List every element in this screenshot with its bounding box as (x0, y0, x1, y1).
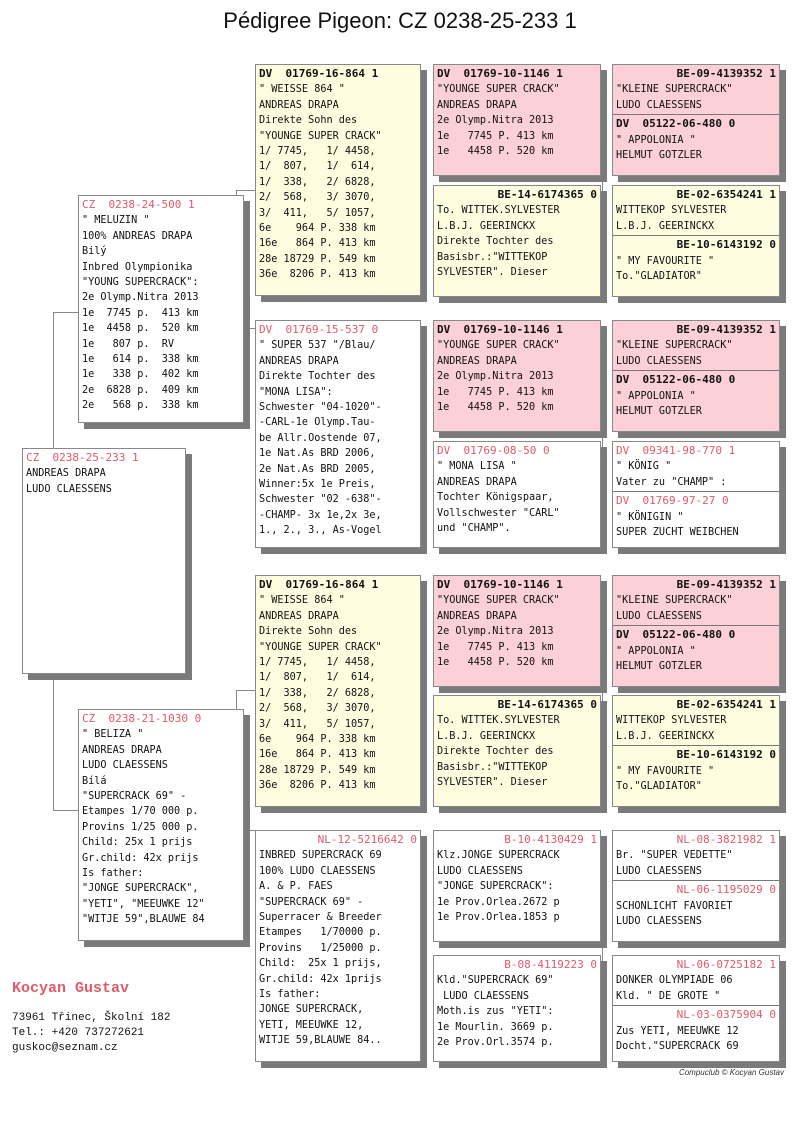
card-line: 16e 864 P. 413 km (259, 238, 376, 250)
card-line: " MELUZIN " (82, 215, 150, 227)
card-line: "SUPERCRACK 69" - (259, 896, 364, 908)
card-line: 6e 964 P. 338 km (259, 734, 376, 746)
card-line: 1e 807 p. RV (82, 338, 175, 350)
card-line: 3/ 411, 5/ 1057, (259, 718, 376, 730)
card-line: 2e Prov.Orl.3574 p. (437, 1037, 554, 1049)
ancestor-card-g4-g (612, 830, 780, 942)
ancestor-card-g4-f (612, 695, 780, 807)
dam-sire-card (255, 575, 421, 807)
card-line: " WEISSE 864 " (259, 595, 345, 607)
ring-number: DV 01769-16-864 1 (259, 578, 379, 591)
card-line: und "CHAMP". (437, 523, 511, 535)
card-line: 1/ 7745, 1/ 4458, (259, 146, 376, 158)
ancestor-card-g4-d (612, 441, 780, 548)
card-line: Is father: (82, 868, 144, 880)
ancestor-card-g3-3 (433, 320, 601, 432)
card-line: "WITJE 59",BLAUWE 84 (82, 914, 205, 926)
card-line: Bílá (82, 775, 107, 787)
card-line: 1/ 807, 1/ 614, (259, 161, 376, 173)
card-line: 28e 18729 P. 549 km (259, 764, 376, 776)
card-line: 1e 7745 P. 413 km (437, 130, 554, 142)
card-line: -CARL-1e Olymp.Tau- (259, 417, 376, 429)
card-line: WITJE 59,BLAUWE 84.. (259, 1035, 382, 1047)
card-line: "KLEINE SUPERCRACK" (616, 340, 733, 352)
card-line: " SUPER 537 "/Blau/ (259, 340, 376, 352)
ring-number: CZ 0238-21-1030 0 (82, 712, 202, 725)
ring-number: BE-14-6174365 0 (497, 698, 597, 711)
card-line: Basisbr.:"WITTEKOP (437, 761, 548, 773)
card-line: HELMUT GOTZLER (616, 150, 702, 162)
card-line: 6e 964 P. 338 km (259, 223, 376, 235)
card-line: 1e 4458 P. 520 km (437, 146, 554, 158)
card-line: 2e 568 p. 338 km (82, 400, 199, 412)
ring-number: DV 01769-10-1146 1 (437, 67, 563, 80)
page-title: Pédigree Pigeon: CZ 0238-25-233 1 (223, 8, 577, 33)
card-line: ANDREAS DRAPA (437, 355, 517, 367)
card-line: Is father: (259, 989, 321, 1001)
card-line: Provins 1/25 000 p. (82, 821, 199, 833)
card-line: Child: 25x 1 prijs, (259, 958, 382, 970)
card-line: 2/ 568, 3/ 3070, (259, 703, 376, 715)
ring-number: BE-09-4139352 1 (676, 323, 776, 336)
ring-number: DV 09341-98-770 1 (616, 444, 736, 457)
ring-number: CZ 0238-24-500 1 (82, 198, 195, 211)
ring-number: B-08-4119223 0 (504, 958, 597, 971)
card-line: LUDO CLAESSENS (616, 865, 702, 877)
connector-line (236, 190, 256, 191)
card-line: Direkte Tochter des (437, 746, 554, 758)
card-line: ANDREAS DRAPA (26, 468, 106, 480)
owner-email[interactable]: guskoc@seznam.cz (12, 1042, 118, 1054)
card-line: LUDO CLAESSENS (616, 355, 702, 367)
card-line: "YOUNG SUPERCRACK": (82, 277, 199, 289)
card-line: 1e Nat.As BRD 2006, (259, 448, 376, 460)
owner-phone: Tel.: +420 737272621 (12, 1027, 145, 1039)
ring-number: BE-09-4139352 1 (676, 67, 776, 80)
card-line: Superracer & Breeder (259, 912, 382, 924)
ancestor-card-g3-2 (433, 185, 601, 297)
dam-card (78, 709, 244, 941)
connector-line (53, 312, 79, 313)
card-line: 2/ 568, 3/ 3070, (259, 192, 376, 204)
sire-dam-card (255, 320, 421, 548)
card-line: Docht."SUPERCRACK 69 (616, 1041, 739, 1053)
card-line: A. & P. FAES (259, 881, 333, 893)
card-line: 1e 614 p. 338 km (82, 354, 199, 366)
card-line: To."GLADIATOR" (616, 271, 702, 283)
ring-number: NL-12-5216642 0 (317, 833, 417, 846)
card-line: Inbred Olympionika (82, 261, 193, 273)
connector-line (602, 120, 603, 200)
ring-number: BE-02-6354241 1 (676, 188, 776, 201)
card-line: 1., 2., 3., As-Vogel (259, 525, 382, 537)
card-line: Kld."SUPERCRACK 69" (437, 975, 554, 987)
ring-number: BE-02-6354241 1 (676, 698, 776, 711)
card-line: Schwester "02 -638"- (259, 494, 382, 506)
connector-line (602, 235, 603, 275)
card-line: "YOUNGE SUPER CRACK" (259, 641, 382, 653)
ring-number: DV 05122-06-480 0 (616, 628, 736, 642)
card-line: "JONGE SUPERCRACK", (82, 883, 199, 895)
ring-number: DV 01769-15-537 0 (259, 323, 379, 336)
card-line: " KÖNIGIN " (616, 511, 684, 523)
connector-line (236, 690, 256, 691)
subject-card (22, 448, 186, 674)
dam-dam-card (255, 830, 421, 1062)
card-line: 16e 864 P. 413 km (259, 749, 376, 761)
card-line: ANDREAS DRAPA (437, 610, 517, 622)
card-line: 36e 8206 P. 413 km (259, 780, 376, 792)
card-line: 1e 7745 P. 413 km (437, 386, 554, 398)
ring-number: NL-03-0375904 0 (676, 1008, 776, 1022)
ring-number: DV 01769-08-50 0 (437, 444, 550, 457)
card-line: 36e 8206 P. 413 km (259, 269, 376, 281)
card-line: 2e Olymp.Nitra 2013 (82, 292, 199, 304)
connector-line (602, 880, 603, 970)
ancestor-card-g4-a (612, 64, 780, 176)
card-line: 100% LUDO CLAESSENS (259, 865, 376, 877)
card-line: 2e Nat.As BRD 2005, (259, 463, 376, 475)
card-line: Bilý (82, 246, 107, 258)
ring-number: NL-06-0725182 1 (676, 958, 776, 971)
ring-number: NL-06-1195029 0 (676, 883, 776, 897)
card-line: ANDREAS DRAPA (259, 355, 339, 367)
card-line: To. WITTEK.SYLVESTER (437, 205, 560, 217)
card-line: " WEISSE 864 " (259, 84, 345, 96)
ancestor-card-g4-h (612, 955, 780, 1062)
card-line: Etampes 1/70 000 p. (82, 806, 199, 818)
card-line: 1e 338 p. 402 km (82, 369, 199, 381)
card-line: Basisbr.:"WITTEKOP (437, 251, 548, 263)
ring-number: DV 05122-06-480 0 (616, 373, 736, 387)
card-line: 1e Prov.Orlea.2672 p (437, 896, 560, 908)
card-line: be Allr.Oostende 07, (259, 432, 382, 444)
card-line: ANDREAS DRAPA (259, 99, 339, 111)
sire-card (78, 195, 244, 423)
card-line: WITTEKOP SYLVESTER (616, 205, 727, 217)
card-line: "KLEINE SUPERCRACK" (616, 595, 733, 607)
card-line: ANDREAS DRAPA (259, 610, 339, 622)
card-line: Gr.child: 42x 1prijs (259, 973, 382, 985)
card-line: "YETI", "MEEUWKE 12" (82, 898, 205, 910)
card-line: YETI, MEEUWKE 12, (259, 1019, 364, 1031)
card-line: 1e 4458 P. 520 km (437, 402, 554, 414)
sire-sire-card (255, 64, 421, 296)
card-line: Moth.is zus "YETI": (437, 1006, 554, 1018)
card-line: 1/ 7745, 1/ 4458, (259, 657, 376, 669)
card-line: LUDO CLAESSENS (616, 610, 702, 622)
card-line: Direkte Sohn des (259, 115, 358, 127)
card-line: Tochter Königspaar, (437, 492, 554, 504)
card-line: Zus YETI, MEEUWKE 12 (616, 1025, 739, 1037)
card-line: "YOUNGE SUPER CRACK" (259, 130, 382, 142)
ancestor-card-g3-4 (433, 441, 601, 548)
card-line: Direkte Sohn des (259, 626, 358, 638)
ancestor-card-g3-1 (433, 64, 601, 176)
card-line: " MY FAVOURITE " (616, 765, 715, 777)
card-line: Br. "SUPER VEDETTE" (616, 850, 733, 862)
card-line: Vollschwester "CARL" (437, 507, 560, 519)
card-line: L.B.J. GEERINCKX (616, 730, 715, 742)
connector-line (602, 630, 603, 720)
card-line: Klz.JONGE SUPERCRACK (437, 850, 560, 862)
ring-number: DV 05122-06-480 0 (616, 117, 736, 131)
card-line: LUDO CLAESSENS (616, 99, 702, 111)
card-line: SYLVESTER". Dieser (437, 267, 548, 279)
card-line: SCHONLICHT FAVORIET (616, 900, 733, 912)
card-line: " KÖNIG " (616, 461, 672, 473)
card-line: SUPER ZUCHT WEIBCHEN (616, 527, 739, 539)
card-line: LUDO CLAESSENS (437, 865, 523, 877)
card-line: 2e Olymp.Nitra 2013 (437, 626, 554, 638)
card-line: Winner:5x 1e Preis, (259, 479, 376, 491)
ring-number: B-10-4130429 1 (504, 833, 597, 846)
card-line: 1e Mourlin. 3669 p. (437, 1021, 554, 1033)
card-line: 1e 7745 P. 413 km (437, 641, 554, 653)
card-line: HELMUT GOTZLER (616, 406, 702, 418)
card-line: " MY FAVOURITE " (616, 255, 715, 267)
card-line: 2e Olymp.Nitra 2013 (437, 371, 554, 383)
ring-number: BE-10-6143192 0 (676, 238, 776, 252)
ancestor-card-g4-c (612, 320, 780, 432)
connector-line (602, 378, 603, 468)
owner-name: Kocyan Gustav (12, 980, 130, 997)
ring-number: DV 01769-97-27 0 (616, 494, 729, 508)
card-line: HELMUT GOTZLER (616, 661, 702, 673)
card-line: " APPOLONIA " (616, 645, 696, 657)
card-line: 3/ 411, 5/ 1057, (259, 207, 376, 219)
card-line: " MONA LISA " (437, 461, 517, 473)
card-line: Kld. " DE GROTE " (616, 990, 721, 1002)
card-line: To. WITTEK.SYLVESTER (437, 715, 560, 727)
ring-number: NL-08-3821982 1 (676, 833, 776, 846)
card-line: INBRED SUPERCRACK 69 (259, 850, 382, 862)
card-line: Direkte Tochter des (259, 371, 376, 383)
card-line: 1e 4458 p. 520 km (82, 323, 199, 335)
card-line: "KLEINE SUPERCRACK" (616, 84, 733, 96)
card-line: LUDO CLAESSENS (82, 760, 168, 772)
ring-number: BE-09-4139352 1 (676, 578, 776, 591)
ring-number: CZ 0238-25-233 1 (26, 451, 139, 464)
owner-block (12, 980, 170, 1056)
card-line: 2e 6828 p. 409 km (82, 384, 199, 396)
card-line: 28e 18729 P. 549 km (259, 253, 376, 265)
card-line: " BELIZA " (82, 729, 144, 741)
card-line: " APPOLONIA " (616, 134, 696, 146)
owner-address: 73961 Třinec, Školní 182 (12, 1012, 171, 1024)
card-line: 100% ANDREAS DRAPA (82, 230, 193, 242)
card-line: Etampes 1/70000 p. (259, 927, 382, 939)
ancestor-card-g4-b (612, 185, 780, 297)
card-line: SYLVESTER". Dieser (437, 777, 548, 789)
card-line: L.B.J. GEERINCKX (616, 220, 715, 232)
card-line: "JONGE SUPERCRACK": (437, 881, 554, 893)
card-line: Child: 25x 1 prijs (82, 837, 193, 849)
card-line: Provins 1/25000 p. (259, 942, 382, 954)
card-line: " APPOLONIA " (616, 390, 696, 402)
ancestor-card-g4-e (612, 575, 780, 687)
card-line: 1/ 807, 1/ 614, (259, 672, 376, 684)
card-line: Vater zu "CHAMP" : (616, 476, 727, 488)
card-line: "SUPERCRACK 69" - (82, 791, 187, 803)
card-line: ANDREAS DRAPA (437, 99, 517, 111)
card-line: 1e 7745 p. 413 km (82, 307, 199, 319)
card-line: 1e Prov.Orlea.1853 p (437, 912, 560, 924)
card-line: To."GLADIATOR" (616, 781, 702, 793)
ring-number: DV 01769-10-1146 1 (437, 578, 563, 591)
ancestor-card-g3-6 (433, 695, 601, 807)
card-line: "MONA LISA": (259, 386, 333, 398)
card-line: Schwester "04-1020"- (259, 402, 382, 414)
card-line: ANDREAS DRAPA (437, 476, 517, 488)
card-line: -CHAMP- 3x 1e,2x 3e, (259, 509, 382, 521)
card-line: LUDO CLAESSENS (26, 483, 112, 495)
card-line: Gr.child: 42x prijs (82, 852, 199, 864)
card-line: LUDO CLAESSENS (616, 916, 702, 928)
footer-credit: Compuclub © Kocyan Gustav (678, 1068, 784, 1077)
card-line: Direkte Tochter des (437, 236, 554, 248)
ancestor-card-g3-5 (433, 575, 601, 687)
card-line: DONKER OLYMPIADE 06 (616, 975, 733, 987)
card-line: L.B.J. GEERINCKX (437, 730, 536, 742)
card-line: JONGE SUPERCRACK, (259, 1004, 364, 1016)
ring-number: BE-14-6174365 0 (497, 188, 597, 201)
ancestor-card-g3-7 (433, 830, 601, 942)
ring-number: DV 01769-16-864 1 (259, 67, 379, 80)
card-line: "YOUNGE SUPER CRACK" (437, 340, 560, 352)
card-line: L.B.J. GEERINCKX (437, 220, 536, 232)
card-line: LUDO CLAESSENS (437, 990, 530, 1002)
ring-number: DV 01769-10-1146 1 (437, 323, 563, 336)
card-line: 1/ 338, 2/ 6828, (259, 176, 376, 188)
card-line: WITTEKOP SYLVESTER (616, 715, 727, 727)
card-line: "YOUNGE SUPER CRACK" (437, 84, 560, 96)
ancestor-card-g3-8 (433, 955, 601, 1062)
ring-number: BE-10-6143192 0 (676, 748, 776, 762)
card-line: 1e 4458 P. 520 km (437, 657, 554, 669)
card-line: 2e Olymp.Nitra 2013 (437, 115, 554, 127)
card-line: 1/ 338, 2/ 6828, (259, 687, 376, 699)
card-line: "YOUNGE SUPER CRACK" (437, 595, 560, 607)
connector-line (53, 810, 79, 811)
card-line: ANDREAS DRAPA (82, 744, 162, 756)
